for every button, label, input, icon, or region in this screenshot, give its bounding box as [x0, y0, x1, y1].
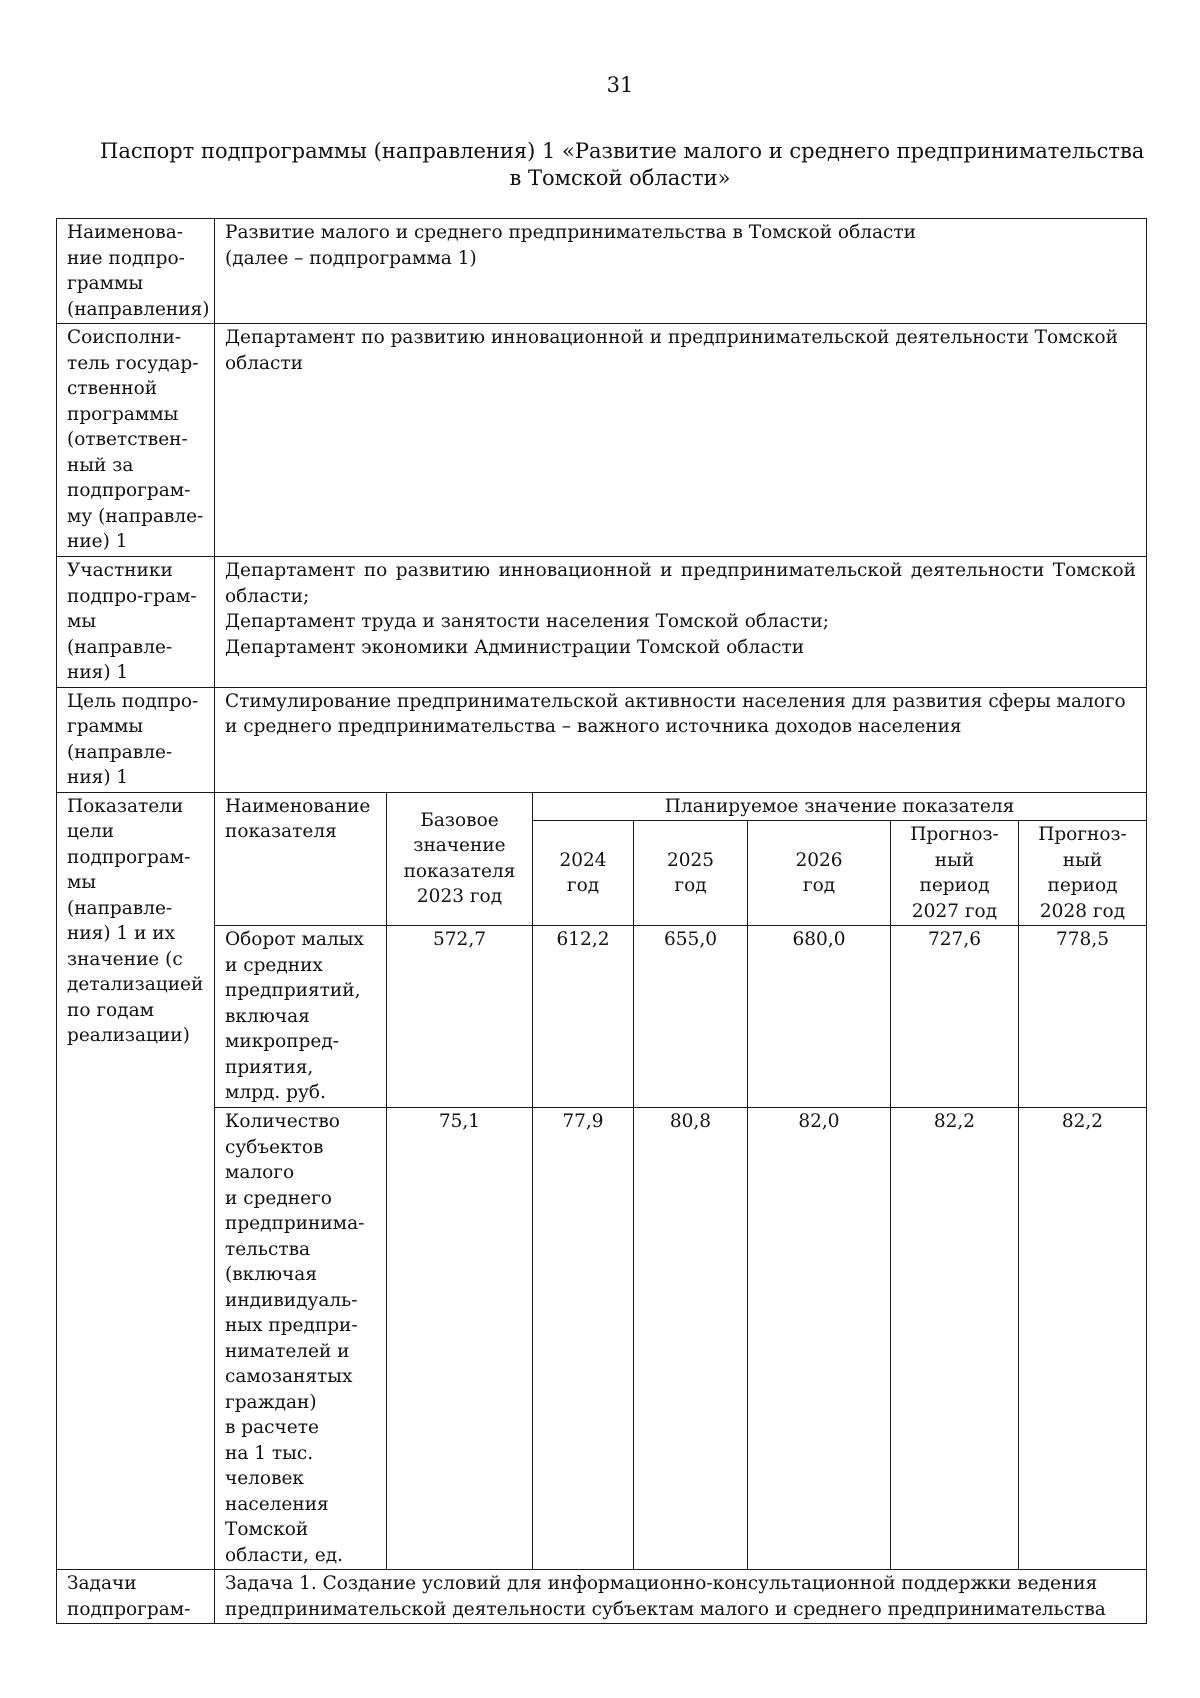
indicator-2028: 82,2 [1019, 1108, 1147, 1570]
header-year-2027: Прогноз- ный период 2027 год [891, 821, 1019, 926]
row-subprogram-name [57, 219, 1147, 324]
label-goal: Цель подпро- граммы (направле- ния) 1 [57, 687, 215, 792]
label-subprogram-name: Наименова- ние подпро- граммы (направления) [57, 219, 215, 324]
table-row [57, 1108, 1147, 1570]
indicator-2026: 680,0 [748, 926, 891, 1108]
header-planned: Планируемое значение показателя [533, 792, 1147, 821]
table-row [57, 926, 1147, 1108]
passport-table [56, 218, 1147, 1624]
title-line-1: Паспорт подпрограммы (направления) 1 «Развитие малого и среднего предпринимательства [100, 139, 1145, 163]
participants-line-2: области; [225, 585, 310, 607]
label-coexecutor: Соисполни- тель государ- ственной программы (ответствен- ный за подпрограм- му (направле- ние) 1 [57, 324, 215, 557]
indicator-name: Оборот малых и средних предприятий, включая микропред- приятия, млрд. руб. [215, 926, 387, 1108]
header-indicator-name: Наименование показателя [215, 792, 387, 926]
value-subprogram-name: Развитие малого и среднего предпринимательства в Томской области (далее – подпрограмма 1) [215, 219, 1147, 324]
row-participants [57, 557, 1147, 688]
header-year-2026: 2026 год [748, 821, 891, 926]
indicator-2027: 82,2 [891, 1108, 1019, 1570]
header-year-2025: 2025 год [634, 821, 748, 926]
label-indicators: Показатели цели подпрограм- мы (направле- ния) 1 и их значение (с детализацией по годам реализации) [57, 792, 215, 1570]
indicator-2027: 727,6 [891, 926, 1019, 1108]
header-year-2024: 2024 год [533, 821, 634, 926]
value-goal: Стимулирование предпринимательской активности населения для развития сферы малого и среднего предпринимательства – важного источника доходов населения [215, 687, 1147, 792]
indicator-base: 572,7 [387, 926, 533, 1108]
header-year-2028: Прогноз- ный период 2028 год [1019, 821, 1147, 926]
label-participants: Участники подпро-грам- мы (направле- ния) 1 [57, 557, 215, 688]
row-goal [57, 687, 1147, 792]
page-number: 31 [606, 73, 634, 97]
indicator-2028: 778,5 [1019, 926, 1147, 1108]
header-base-value: Базовое значение показателя 2023 год [387, 792, 533, 926]
indicator-name: Количество субъектов малого и среднего предпринима- тельства (включая индивидуаль- ных предпри- нимателей и самозанятых граждан) в расчете на 1 тыс. человек населения Томской области, ед. [215, 1108, 387, 1570]
indicator-2024: 77,9 [533, 1108, 634, 1570]
indicator-2025: 655,0 [634, 926, 748, 1108]
participants-line-3: Департамент труда и занятости населения Томской области; [225, 611, 829, 632]
participants-line-4: Департамент экономики Администрации Томской области [225, 636, 805, 658]
value-coexecutor: Департамент по развитию инновационной и предпринимательской деятельности Томской области [215, 324, 1147, 557]
row-tasks [57, 1570, 1147, 1624]
indicator-base: 75,1 [387, 1108, 533, 1570]
indicator-2025: 80,8 [634, 1108, 748, 1570]
value-participants [215, 557, 1147, 688]
document-title [100, 138, 1145, 192]
indicator-2026: 82,0 [748, 1108, 891, 1570]
value-tasks: Задача 1. Создание условий для информационно-консультационной поддержки ведения предпринимательской деятельности субъектам малого и среднего предпринимательства [215, 1570, 1147, 1624]
label-tasks: Задачи подпрограм- [57, 1570, 215, 1624]
indicator-2024: 612,2 [533, 926, 634, 1108]
row-indicators-header [57, 792, 1147, 821]
row-coexecutor [57, 324, 1147, 557]
participants-line-1: Департамент по развитию инновационной и предпринимательской деятельности Томской [225, 560, 1136, 581]
title-line-2: в Томской области» [509, 166, 731, 190]
